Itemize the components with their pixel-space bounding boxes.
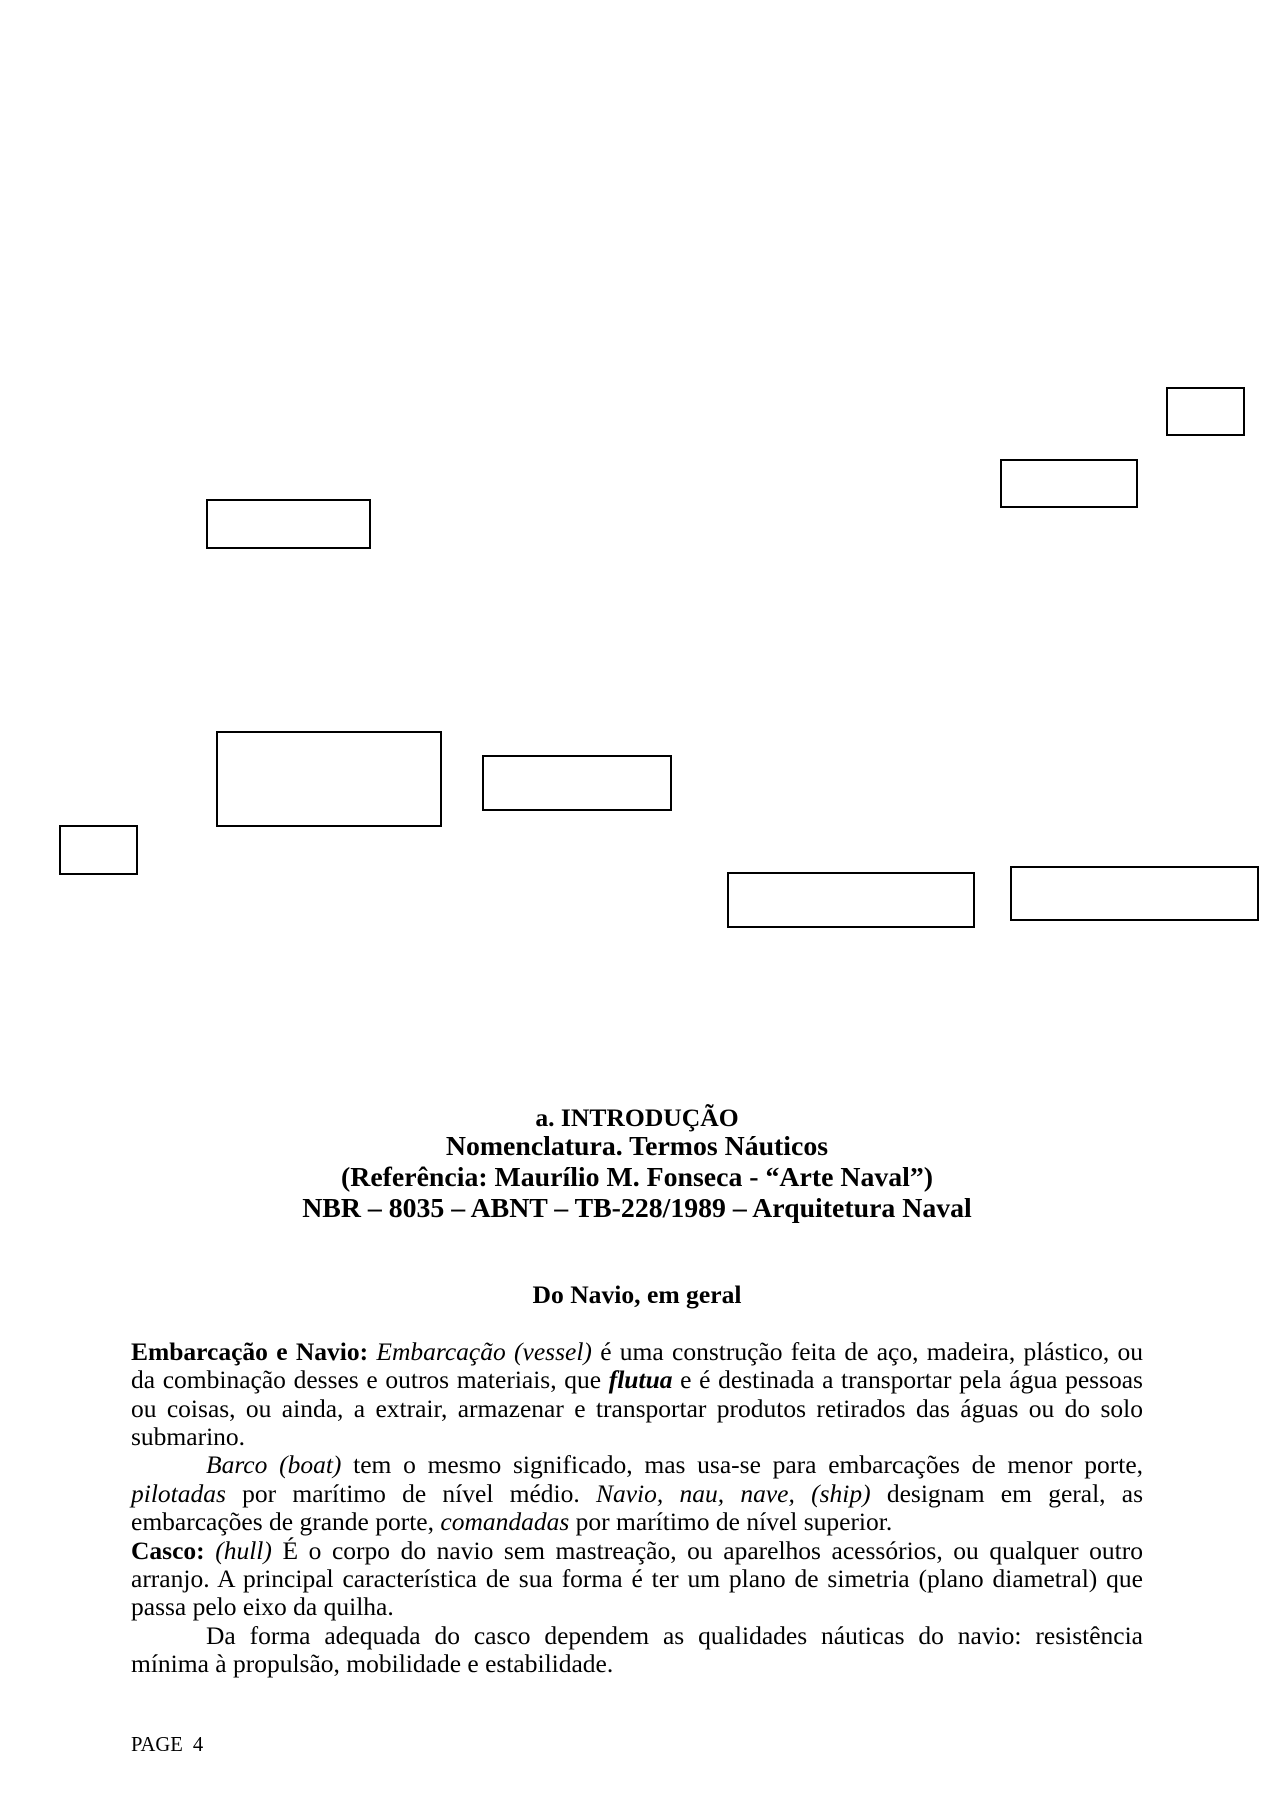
term-label: Casco: bbox=[131, 1535, 205, 1565]
page-label: PAGE bbox=[131, 1734, 183, 1756]
empty-label-box bbox=[59, 825, 138, 875]
term-label: Embarcação e Navio: bbox=[131, 1337, 369, 1366]
empty-label-box bbox=[206, 499, 371, 549]
empty-label-box bbox=[727, 872, 975, 928]
empty-label-box bbox=[482, 755, 672, 811]
term-italic: Embarcação (vessel) bbox=[376, 1337, 592, 1366]
emphasis-text: pilotadas bbox=[131, 1478, 226, 1508]
empty-label-box bbox=[1000, 459, 1138, 508]
paragraph-text: e é destinada a transportar pela água pessoas ou coisas, ou ainda, a extrair, armazenar e transportar produtos retirados das águas ou do solo submarino. bbox=[131, 1365, 1143, 1452]
section-heading: a. INTRODUÇÃO bbox=[535, 1103, 739, 1132]
body-paragraph bbox=[131, 1338, 1143, 1451]
term-italic: (hull) bbox=[215, 1535, 272, 1565]
paragraph-text: por marítimo de nível médio. bbox=[242, 1478, 580, 1508]
emphasis-text: flutua bbox=[608, 1365, 673, 1395]
paragraph-text: tem o mesmo significado, mas usa-se para embarcações de menor porte, bbox=[353, 1450, 1144, 1480]
page-number: 4 bbox=[192, 1734, 204, 1756]
paragraph-text: designam em geral, as embarcações de grande porte, bbox=[131, 1478, 1144, 1537]
body-text bbox=[131, 1338, 1143, 1678]
body-paragraph bbox=[131, 1451, 1143, 1536]
body-paragraph bbox=[131, 1622, 1143, 1679]
empty-label-box bbox=[1166, 387, 1245, 436]
paragraph-text: É o corpo do navio sem mastreação, ou aparelhos acessórios, ou qualquer outro arranjo. A principal característica de sua forma é ter um plano de simetria (plano diametral) que passa pelo eixo da quilha. bbox=[131, 1535, 1143, 1622]
title-line: Nomenclatura. Termos Náuticos bbox=[445, 1131, 829, 1162]
term-italic: Barco (boat) bbox=[206, 1450, 342, 1480]
paragraph-text: por marítimo de nível superior. bbox=[575, 1507, 893, 1537]
empty-label-box bbox=[1010, 866, 1259, 921]
paragraph-text: Da forma adequada do casco dependem as qualidades náuticas do navio: resistência mínima à propulsão, mobilidade e estabilidade. bbox=[131, 1620, 1143, 1678]
empty-label-box bbox=[216, 731, 442, 827]
term-italic: Navio, nau, nave, (ship) bbox=[595, 1478, 871, 1508]
standard-line: NBR – 8035 – ABNT – TB-228/1989 – Arquitetura Naval bbox=[302, 1192, 972, 1224]
page-footer bbox=[131, 1734, 203, 1757]
subheading: Do Navio, em geral bbox=[532, 1280, 742, 1309]
body-paragraph bbox=[131, 1537, 1143, 1622]
paragraph-text: é uma construção feita de aço, madeira, plástico, ou da combinação desses e outros materiais, que bbox=[131, 1337, 1144, 1395]
emphasis-text: comandadas bbox=[440, 1507, 570, 1537]
reference-line: (Referência: Maurílio M. Fonseca - “Arte Naval”) bbox=[340, 1161, 934, 1193]
heading-block bbox=[131, 1103, 1143, 1225]
